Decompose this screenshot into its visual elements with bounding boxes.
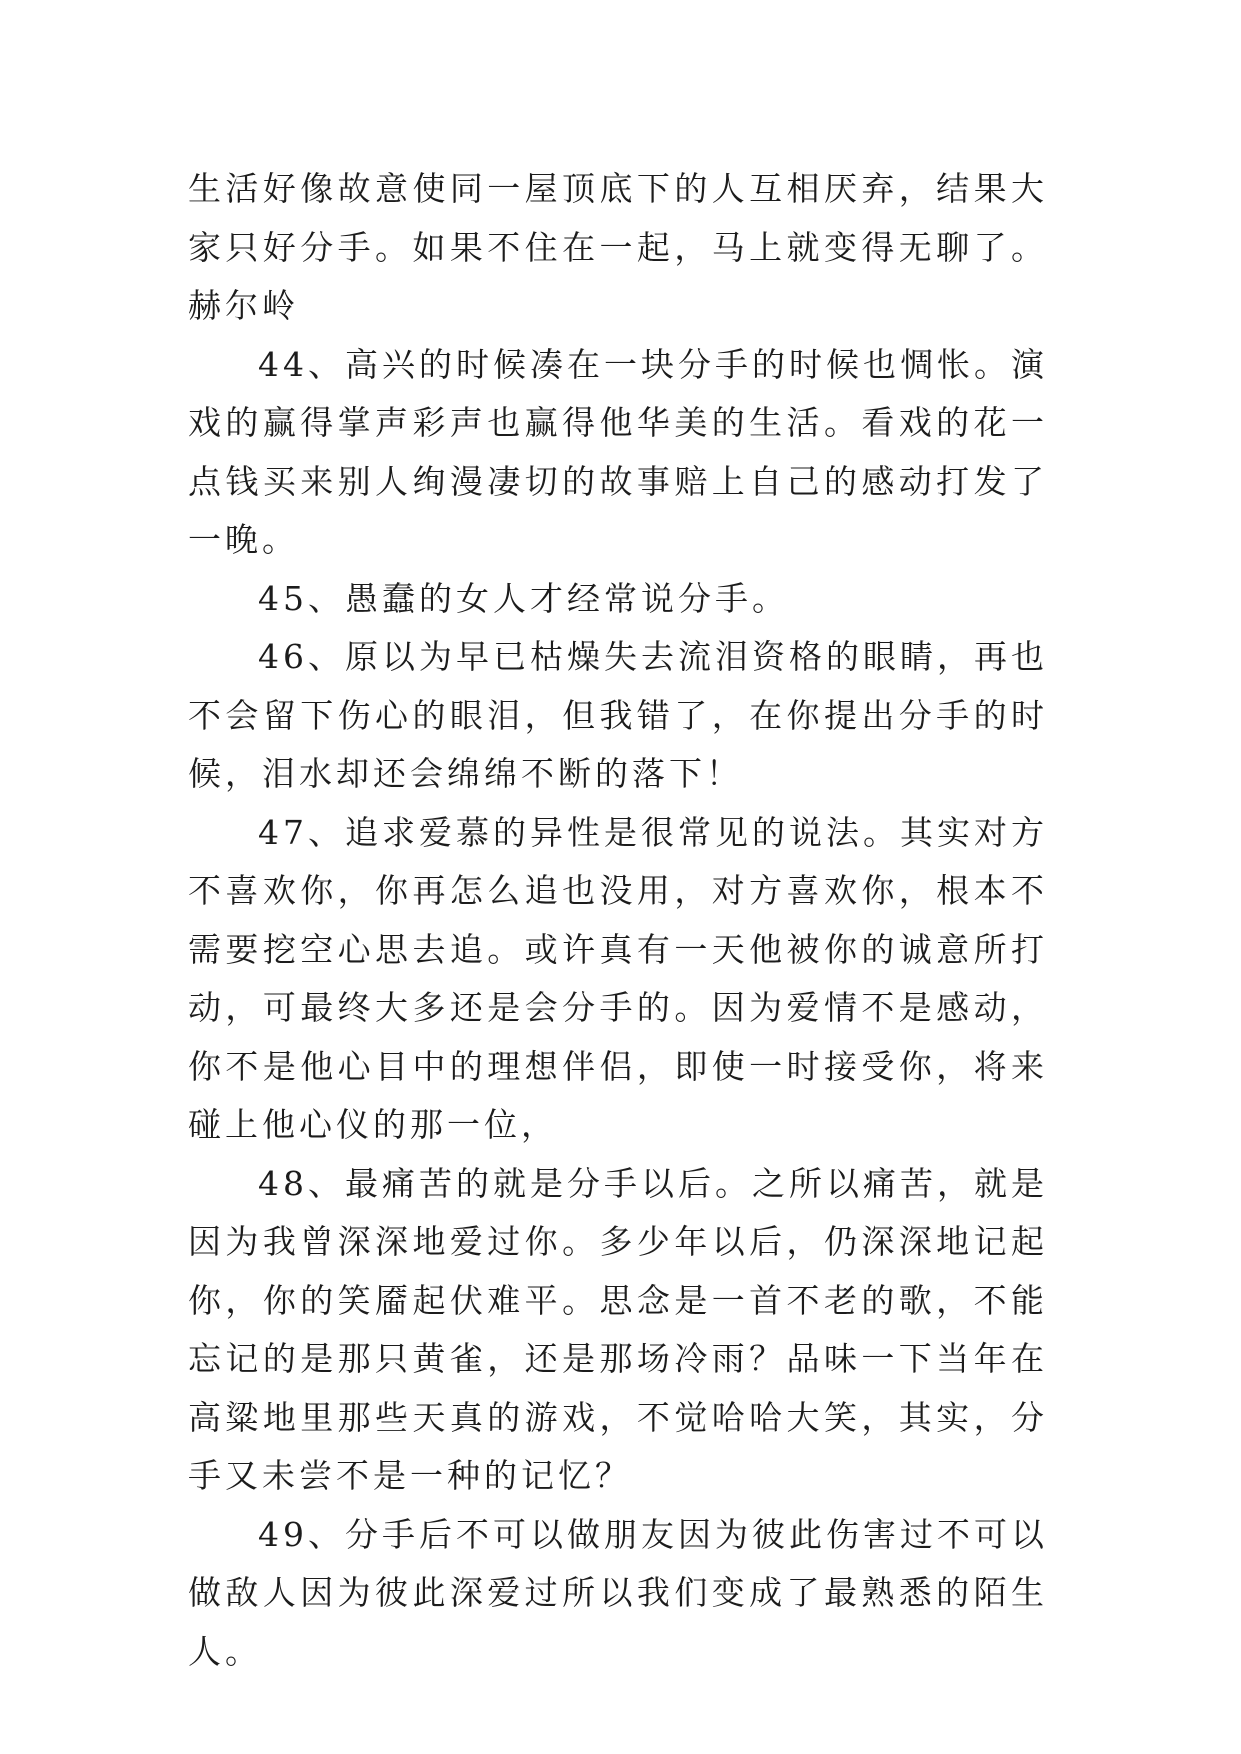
document-body xyxy=(188,160,1048,1681)
paragraph-47: 47、追求爱慕的异性是很常见的说法。其实对方不喜欢你，你再怎么追也没用，对方喜欢你，根本不需要挖空心思去追。或许真有一天他被你的诚意所打动，可最终大多还是会分手的。因为爱情不是感动，你不是他心目中的理想伴侣，即使一时接受你，将来碰上他心仪的那一位， xyxy=(188,812,1048,1144)
paragraph-44: 44、高兴的时候凑在一块分手的时候也惆怅。演戏的赢得掌声彩声也赢得他华美的生活。看戏的花一点钱买来别人绚漫凄切的故事赔上自己的感动打发了一晚。 xyxy=(188,344,1048,559)
paragraph-continuation: 生活好像故意使同一屋顶底下的人互相厌弃，结果大家只好分手。如果不住在一起，马上就变得无聊了。赫尔岭 xyxy=(188,169,1048,325)
paragraph-45: 45、愚蠢的女人才经常说分手。 xyxy=(258,578,789,618)
paragraph-46: 46、原以为早已枯燥失去流泪资格的眼睛，再也不会留下伤心的眼泪，但我错了，在你提出分手的时候，泪水却还会绵绵不断的落下！ xyxy=(188,637,1048,793)
paragraph-49: 49、分手后不可以做朋友因为彼此伤害过不可以做敌人因为彼此深爱过所以我们变成了最熟悉的陌生人。 xyxy=(188,1514,1048,1671)
paragraph-48: 48、最痛苦的就是分手以后。之所以痛苦，就是因为我曾深深地爱过你。多少年以后，仍深深地记起你，你的笑靥起伏难平。思念是一首不老的歌，不能忘记的是那只黄雀，还是那场冷雨？品味一下当年在高粱地里那些天真的游戏，不觉哈哈大笑，其实，分手又未尝不是一种的记忆？ xyxy=(188,1163,1048,1495)
